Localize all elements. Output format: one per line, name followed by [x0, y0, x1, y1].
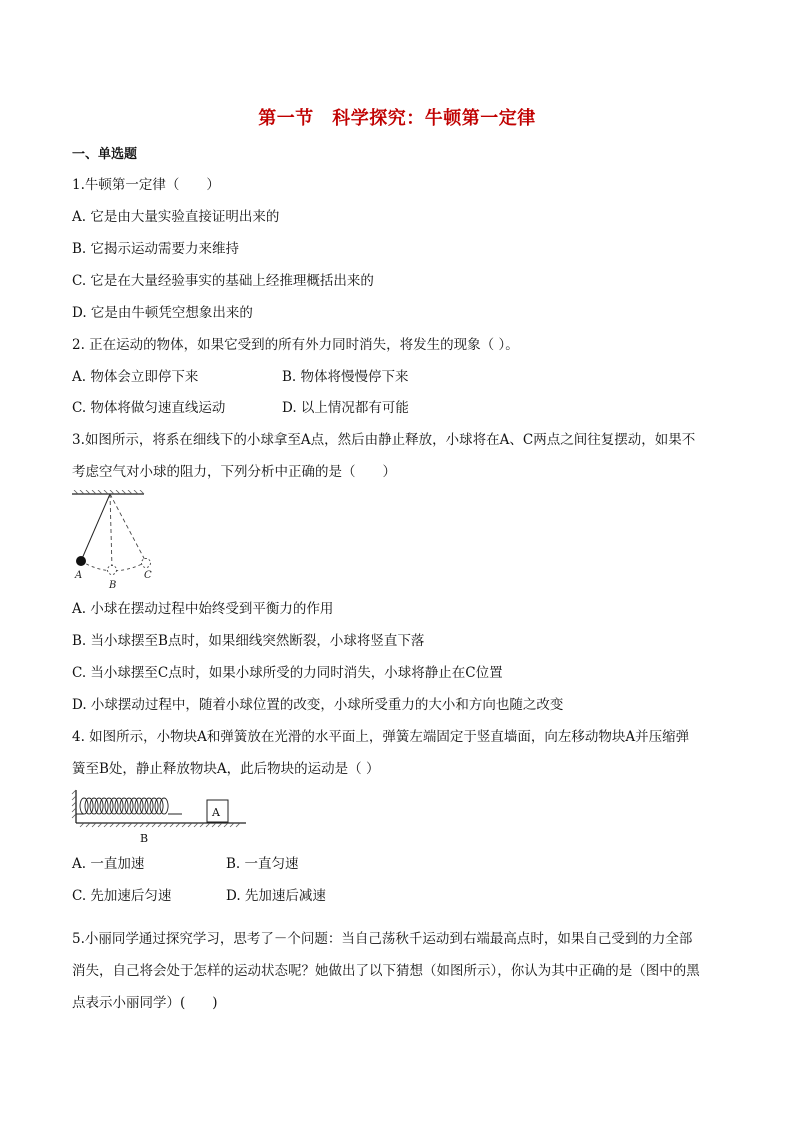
- q1-option-a: A. 它是由大量实验直接证明出来的: [72, 209, 280, 225]
- pendulum-label-a: A: [75, 570, 83, 581]
- q2-option-d: D. 以上情况都有可能: [282, 400, 409, 416]
- q4-option-d: D. 先加速后减速: [226, 888, 326, 904]
- q3-option-a: A. 小球在摆动过程中始终受到平衡力的作用: [72, 601, 334, 617]
- spring-label-b: B: [140, 832, 149, 845]
- q3-option-d: D. 小球摆动过程中，随着小球位置的改变，小球所受重力的大小和方向也随之改变: [72, 697, 564, 713]
- q5-stem-line1: 5.小丽同学通过探究学习，思考了－个问题：当自己荡秋千运动到右端最高点时，如果自己受到的力全部: [72, 931, 693, 947]
- q3-stem-line1: 3.如图所示，将系在细线下的小球拿至A点，然后由静止释放，小球将在A、C两点之间往复摆动，如果不: [72, 432, 696, 448]
- block-label-a: A: [212, 806, 220, 819]
- pendulum-label-b: B: [109, 580, 117, 591]
- q1-option-d: D. 它是由牛顿凭空想象出来的: [72, 305, 253, 321]
- pendulum-label-c: C: [144, 570, 152, 581]
- q4-stem-line1: 4. 如图所示，小物块A和弹簧放在光滑的水平面上，弹簧左端固定于竖直墙面，向左移动物块A并压缩弹: [72, 729, 690, 745]
- q1-option-b: B. 它揭示运动需要力来维持: [72, 241, 240, 257]
- q4-option-a: A. 一直加速: [72, 856, 145, 872]
- q2-option-b: B. 物体将慢慢停下来: [282, 369, 409, 385]
- q2-option-c: C. 物体将做匀速直线运动: [72, 400, 226, 416]
- q5-stem-line3: 点表示小丽同学）( ): [72, 995, 218, 1011]
- q1-stem: 1.牛顿第一定律（ ）: [72, 177, 220, 193]
- q2-option-a: A. 物体会立即停下来: [72, 369, 199, 385]
- spring-block-figure: [70, 788, 250, 846]
- q4-option-c: C. 先加速后匀速: [72, 888, 172, 904]
- q4-option-b: B. 一直匀速: [226, 856, 299, 872]
- q2-stem: 2. 正在运动的物体，如果它受到的所有外力同时消失，将发生的现象（ ）。: [72, 337, 519, 353]
- q4-stem-line2: 簧至B处，静止释放物块A，此后物块的运动是（ ）: [72, 761, 380, 777]
- q5-stem-line2: 消失，自己将会处于怎样的运动状态呢？她做出了以下猜想（如图所示），你认为其中正确的是（图中的黑: [72, 963, 700, 979]
- q3-option-b: B. 当小球摆至B点时，如果细线突然断裂，小球将竖直下落: [72, 633, 425, 649]
- section-heading: 一、单选题: [72, 147, 138, 162]
- pendulum-figure: [70, 490, 170, 592]
- page-title: 第一节 科学探究：牛顿第一定律: [258, 108, 536, 129]
- q3-stem-line2: 考虑空气对小球的阻力，下列分析中正确的是（ ）: [72, 464, 396, 480]
- q3-option-c: C. 当小球摆至C点时，如果小球所受的力同时消失，小球将静止在C位置: [72, 665, 503, 681]
- q1-option-c: C. 它是在大量经验事实的基础上经推理概括出来的: [72, 273, 374, 289]
